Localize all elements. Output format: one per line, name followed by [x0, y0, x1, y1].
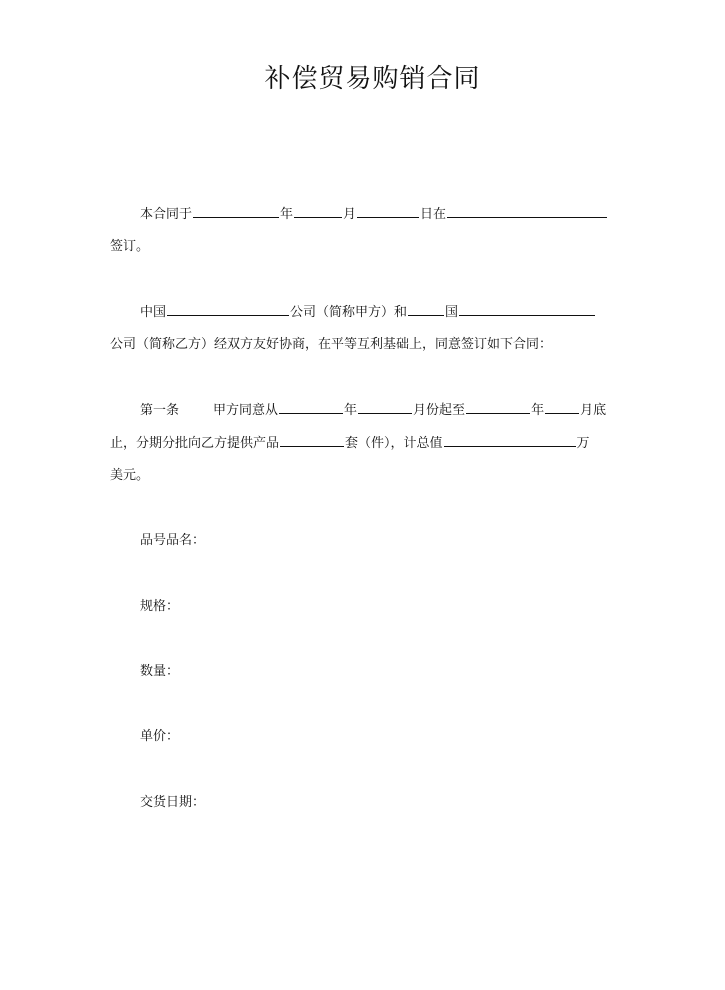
field-delivery-date: 交货日期： [140, 795, 206, 810]
text-start-year: 年 [344, 403, 358, 418]
text-party-a-agrees-from: 甲方同意从 [213, 403, 279, 418]
document-title: 补偿贸易购销合同 [264, 64, 481, 94]
text-party-b-agreement: 公司（简称乙方）经双方友好协商，在平等互利基础上，同意签订如下合同： [110, 337, 553, 352]
blank-country [408, 303, 444, 316]
text-sets-total-value: 套（件），计总值 [345, 436, 443, 451]
blank-day [357, 205, 419, 218]
parties-line [110, 303, 635, 322]
blank-party-a-name [167, 303, 289, 316]
text-year: 年 [280, 207, 294, 222]
blank-total-value [444, 434, 576, 447]
blank-end-year [466, 401, 530, 414]
signing-line-end [110, 238, 635, 256]
text-signed: 签订。 [110, 239, 150, 254]
blank-start-year [279, 401, 343, 414]
blank-place [447, 205, 607, 218]
blank-product-quantity [280, 434, 344, 447]
article-one-line-3 [110, 467, 635, 485]
article-one-line [110, 401, 635, 420]
field-product-name: 品号品名： [140, 533, 206, 548]
text-supply-products: 止，分期分批向乙方提供产品 [110, 436, 280, 451]
blank-month [294, 205, 342, 218]
article-one-line-2 [110, 434, 635, 453]
text-country: 国 [445, 305, 459, 320]
text-china: 中国 [140, 305, 167, 320]
text-ten-thousand: 万 [576, 436, 590, 451]
text-usd: 美元。 [110, 468, 150, 483]
blank-party-b-name [459, 303, 595, 316]
parties-line-end [110, 336, 635, 354]
text-day-at: 日在 [420, 207, 447, 222]
blank-year [193, 205, 279, 218]
text-article-one: 第一条 [140, 403, 180, 418]
blank-start-month [358, 401, 412, 414]
blank-end-month [545, 401, 579, 414]
text-contract-signed-on: 本合同于 [140, 207, 193, 222]
text-end-year: 年 [531, 403, 545, 418]
field-spec: 规格： [140, 599, 180, 614]
text-month: 月 [343, 207, 357, 222]
field-unit-price: 单价： [140, 729, 180, 744]
field-quantity: 数量： [140, 664, 180, 679]
text-end-of-month: 月底 [580, 403, 607, 418]
text-month-until: 月份起至 [413, 403, 466, 418]
text-party-a-and: 公司（简称甲方）和 [290, 305, 408, 320]
signing-date-line [110, 205, 635, 224]
